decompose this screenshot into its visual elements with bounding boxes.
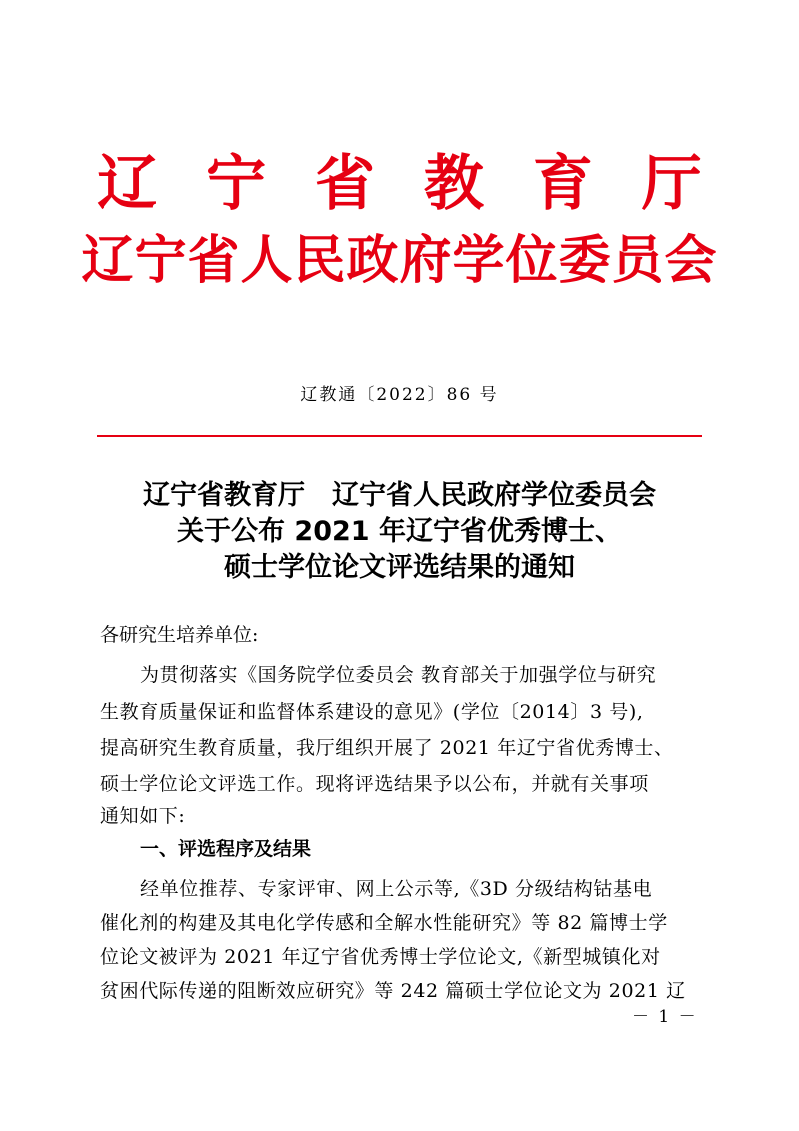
paragraph-2-line-2: 催化剂的构建及其电化学传感和全解水性能研究》等 82 篇博士学 xyxy=(100,912,668,934)
paragraph-2-line-4: 贫困代际传递的阻断效应研究》等 242 篇硕士学位论文为 2021 辽 xyxy=(100,980,686,1002)
paragraph-1-line-2: 生教育质量保证和监督体系建设的意见》(学位〔2014〕3 号), xyxy=(100,701,644,723)
notice-title-line-1: 辽宁省教育厅 辽宁省人民政府学位委员会 xyxy=(143,480,656,511)
paragraph-2-line-1: 经单位推荐、专家评审、网上公示等,《3D 分级结构钴基电 xyxy=(140,878,653,900)
page-number: － 1 － xyxy=(632,1007,698,1027)
section-1-heading: 一、评选程序及结果 xyxy=(140,838,312,860)
notice-title-line-2: 关于公布 2021 年辽宁省优秀博士、 xyxy=(177,516,622,547)
red-divider xyxy=(97,435,702,437)
header-line-1: 辽 宁 省 教 育 厅 xyxy=(97,149,716,219)
salutation: 各研究生培养单位: xyxy=(100,624,259,646)
header-line-2: 辽宁省人民政府学位委员会 xyxy=(81,231,718,291)
paragraph-1-line-5: 通知如下: xyxy=(100,805,186,827)
paragraph-1-line-4: 硕士学位论文评选工作。现将评选结果予以公布，并就有关事项 xyxy=(100,773,649,795)
notice-title-line-3: 硕士学位论文评选结果的通知 xyxy=(224,552,575,583)
document-number: 辽教通〔2022〕86 号 xyxy=(300,385,499,405)
paragraph-1-line-1: 为贯彻落实《国务院学位委员会 教育部关于加强学位与研究 xyxy=(140,664,657,686)
paragraph-1-line-3: 提高研究生教育质量，我厅组织开展了 2021 年辽宁省优秀博士、 xyxy=(100,737,674,759)
paragraph-2-line-3: 位论文被评为 2021 年辽宁省优秀博士学位论文,《新型城镇化对 xyxy=(100,946,661,968)
